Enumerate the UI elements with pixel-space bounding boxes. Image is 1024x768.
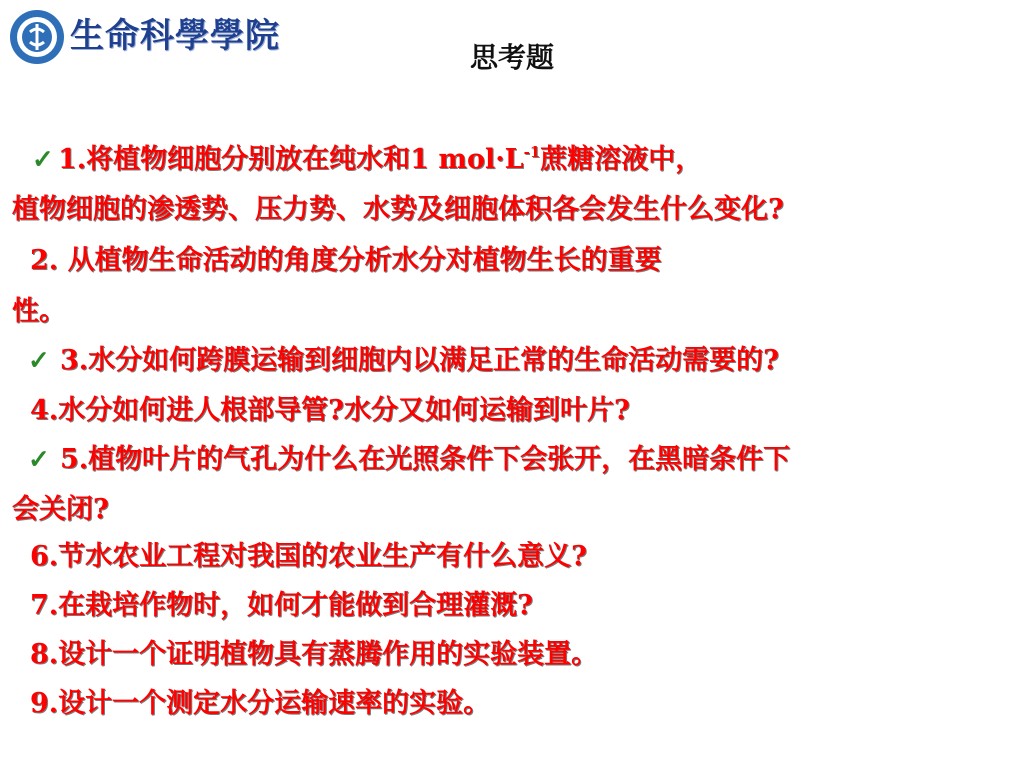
question-8: 8.设计一个证明植物具有蒸腾作用的实验装置。 (30, 639, 599, 670)
question-5-line-2: 会关闭? (12, 494, 109, 525)
question-2-line-1: 2. 从植物生命活动的角度分析水分对植物生长的重要 (30, 245, 662, 276)
question-2-line-2: 性。 (12, 296, 66, 327)
checkmark-icon: ✓ (28, 445, 50, 475)
question-1-line-2: 植物细胞的渗透势、压力势、水势及细胞体积各会发生什么变化? (12, 194, 784, 225)
logo-text: 生命科學學院 (70, 16, 280, 56)
checkmark-icon: ✓ (32, 145, 54, 175)
page-title: 思考题 (469, 41, 554, 74)
question-1-line-1: 1.将植物细胞分别放在纯水和1 $mol\cdot L^{-1}$蔗糖溶液中， (58, 143, 703, 175)
question-9: 9.设计一个测定水分运输速率的实验。 (30, 688, 491, 719)
question-4: 4.水分如何进人根部导管?水分又如何运输到叶片? (30, 395, 630, 426)
question-5-line-1: 5.植物叶片的气孔为什么在光照条件下会张开，在黑暗条件下 (60, 444, 791, 475)
checkmark-icon: ✓ (28, 346, 50, 376)
question-3: 3.水分如何跨膜运输到细胞内以满足正常的生命活动需要的? (60, 345, 780, 376)
question-6: 6.节水农业工程对我国的农业生产有什么意义? (30, 541, 588, 572)
question-7: 7.在栽培作物时，如何才能做到合理灌溉? (30, 590, 534, 621)
